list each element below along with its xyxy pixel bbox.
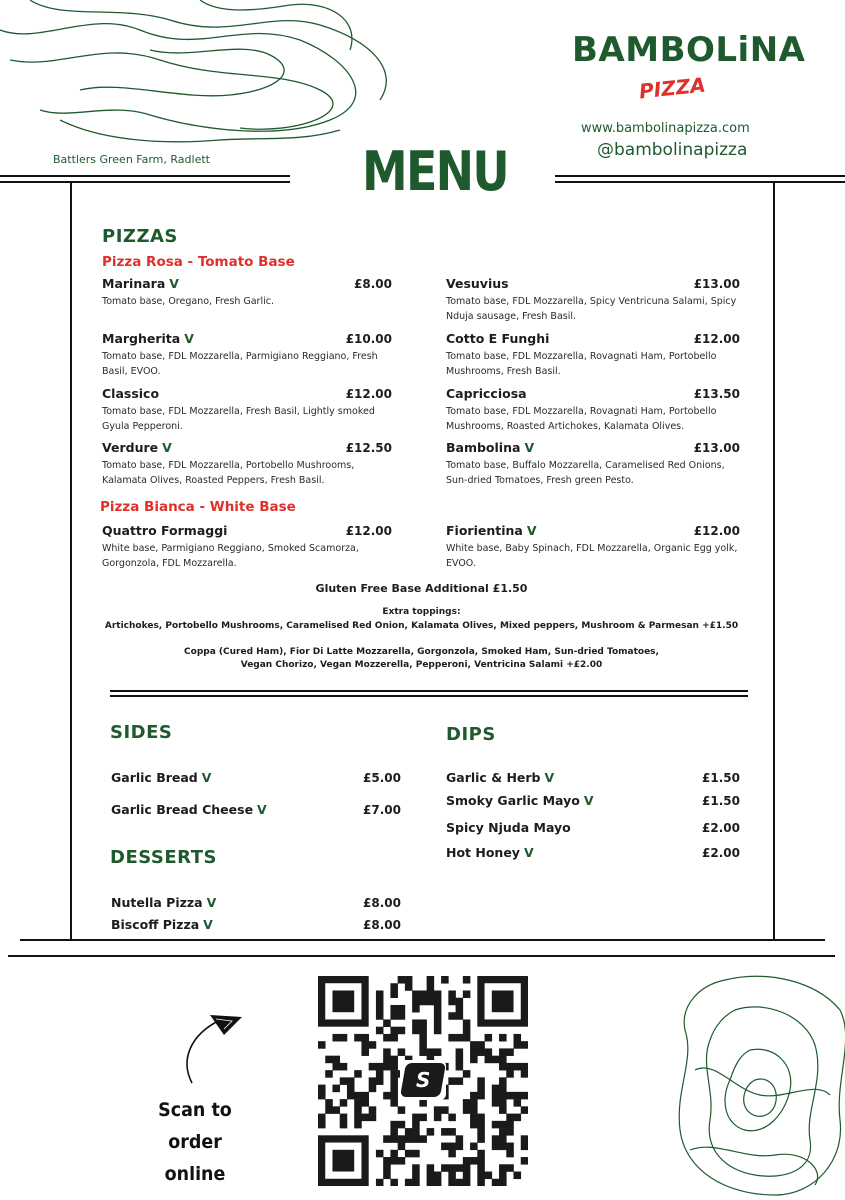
- vegetarian-badge: V: [203, 917, 213, 932]
- menu-item: [446, 523, 740, 571]
- menu-item-price: £8.00: [363, 918, 401, 932]
- extras-title: Extra toppings:: [382, 607, 461, 617]
- menu-item: [102, 386, 392, 434]
- menu-item-name: Margherita V: [102, 331, 194, 346]
- qr-logo-letter: S: [415, 1068, 431, 1092]
- qr-logo-badge: [400, 1060, 446, 1100]
- menu-item: [446, 386, 740, 434]
- menu-item-price: £12.00: [345, 524, 392, 538]
- vegetarian-badge: V: [162, 440, 172, 455]
- menu-item-name: Garlic Bread Cheese V: [111, 802, 267, 817]
- menu-item-price: £1.50: [702, 794, 740, 808]
- menu-item-description: Tomato base, Buffalo Mozzarella, Caramelised Red Onions, Sun-dried Tomatoes, Fresh green Pesto.: [446, 460, 725, 486]
- menu-item: [446, 440, 740, 488]
- menu-item-price: £13.50: [693, 387, 740, 401]
- menu-item: [446, 816, 740, 835]
- footer-rule: [8, 955, 835, 957]
- menu-item: [446, 276, 740, 324]
- header-rule-left: [0, 175, 290, 177]
- menu-item-price: £2.00: [702, 846, 740, 860]
- menu-item: [102, 523, 392, 571]
- menu-item-name: Smoky Garlic Mayo V: [446, 793, 594, 808]
- menu-item: [102, 331, 392, 379]
- menu-item-price: £12.00: [693, 524, 740, 538]
- menu-item-price: £5.00: [363, 771, 401, 785]
- menu-item-name: Hot Honey V: [446, 845, 534, 860]
- arrow-icon: [180, 1005, 250, 1085]
- menu-item-price: £2.00: [702, 821, 740, 835]
- menu-item: [111, 895, 401, 910]
- doodle-top-left-icon: [0, 0, 410, 150]
- desserts-heading: DESSERTS: [110, 847, 217, 868]
- menu-item: [446, 841, 740, 860]
- menu-item: [102, 276, 392, 309]
- vegetarian-badge: V: [544, 770, 555, 785]
- menu-item: [102, 440, 392, 488]
- menu-item-name: Verdure V: [102, 440, 172, 455]
- header-rule-left-2: [0, 181, 290, 183]
- extras-line-3: Vegan Chorizo, Vegan Mozzerella, Pepperoni, Ventricina Salami +£2.00: [240, 660, 603, 670]
- menu-item: [111, 802, 401, 817]
- brand-sub: PIZZA: [637, 72, 707, 104]
- menu-item-name: Biscoff Pizza V: [111, 917, 213, 932]
- menu-item: [446, 331, 740, 379]
- menu-item-description: Tomato base, FDL Mozzarella, Rovagnati Ham, Portobello Mushrooms, Fresh Basil.: [446, 351, 717, 377]
- vegetarian-badge: V: [206, 895, 217, 910]
- scan-to-order-text: [133, 1094, 256, 1190]
- header-rule-right: [555, 175, 845, 177]
- menu-item-price: £12.00: [345, 387, 392, 401]
- menu-item-description: Tomato base, FDL Mozzarella, Rovagnati Ham, Portobello Mushrooms, Roasted Artichokes, Kalamata Olives.: [446, 406, 717, 432]
- menu-item-price: £10.00: [345, 332, 392, 346]
- extras-line-2: Coppa (Cured Ham), Fior Di Latte Mozzarella, Gorgonzola, Smoked Ham, Sun-dried Tomatoes,: [184, 647, 659, 657]
- menu-item: [446, 793, 740, 808]
- header-rule-right-2: [555, 181, 845, 183]
- menu-item-name: Garlic Bread V: [111, 770, 212, 785]
- menu-item-name: Vesuvius: [446, 276, 509, 291]
- menu-item-name: Marinara V: [102, 276, 179, 291]
- vegetarian-badge: V: [523, 845, 534, 860]
- vegetarian-badge: V: [257, 802, 267, 817]
- location-text: Battlers Green Farm, Radlett: [53, 153, 210, 166]
- extras-line-1: Artichokes, Portobello Mushrooms, Caramelised Red Onion, Kalamata Olives, Mixed peppers, Mushroom & Parmesan +£1.50: [104, 621, 739, 631]
- menu-item-description: White base, Baby Spinach, FDL Mozzarella, Organic Egg yolk, EVOO.: [446, 543, 738, 569]
- menu-item: [111, 917, 401, 932]
- sides-heading: SIDES: [110, 722, 173, 743]
- frame-left: [70, 182, 72, 939]
- mid-rule-2: [110, 695, 748, 697]
- menu-item-name: Bambolina V: [446, 440, 535, 455]
- doodle-bottom-right-icon: [665, 970, 845, 1200]
- mid-rule-1: [110, 690, 748, 692]
- menu-item-name: Nutella Pizza V: [111, 895, 217, 910]
- menu-item-name: Spicy Njuda Mayo: [446, 820, 571, 835]
- frame-bottom: [20, 939, 825, 941]
- menu-item-description: Tomato base, FDL Mozzarella, Portobello Mushrooms, Kalamata Olives, Roasted Peppers, Fresh Basil.: [102, 460, 355, 486]
- menu-item-price: £1.50: [702, 771, 740, 785]
- menu-item-price: £12.00: [693, 332, 740, 346]
- menu-item-price: £8.00: [363, 896, 401, 910]
- menu-item-description: Tomato base, FDL Mozzarella, Fresh Basil, Lightly smoked Gyula Pepperoni.: [102, 406, 375, 432]
- qr-code-icon[interactable]: [318, 976, 528, 1186]
- menu-item-price: £7.00: [363, 803, 401, 817]
- menu-item-description: Tomato base, Oregano, Fresh Garlic.: [102, 296, 274, 307]
- menu-item-name: Fiorientina V: [446, 523, 537, 538]
- frame-right: [773, 182, 775, 939]
- menu-item-description: Tomato base, FDL Mozzarella, Parmigiano Reggiano, Fresh Basil, EVOO.: [102, 351, 378, 377]
- vegetarian-badge: V: [524, 440, 535, 455]
- vegetarian-badge: V: [583, 793, 594, 808]
- gluten-free-note: Gluten Free Base Additional £1.50: [315, 582, 528, 595]
- website-link[interactable]: www.bambolinapizza.com: [581, 121, 750, 136]
- menu-item-price: £12.50: [345, 441, 392, 455]
- brand-name: BAMBOLiNA: [572, 30, 806, 70]
- menu-item-name: Quattro Formaggi: [102, 523, 228, 538]
- menu-item-name: Capricciosa: [446, 386, 527, 401]
- menu-item-price: £8.00: [354, 277, 392, 291]
- dips-heading: DIPS: [446, 724, 496, 745]
- vegetarian-badge: V: [169, 276, 179, 291]
- vegetarian-badge: V: [526, 523, 537, 538]
- menu-item-name: Garlic & Herb V: [446, 770, 555, 785]
- scan-line-2: online: [164, 1163, 226, 1185]
- social-handle[interactable]: @bambolinapizza: [597, 140, 748, 160]
- menu-item-name: Classico: [102, 386, 160, 401]
- menu-item: [111, 770, 401, 785]
- menu-item-description: Tomato base, FDL Mozzarella, Spicy Ventricuna Salami, Spicy Nduja sausage, Fresh Basil.: [446, 296, 737, 322]
- menu-title: MENU: [362, 140, 508, 203]
- menu-item-description: White base, Parmigiano Reggiano, Smoked Scamorza, Gorgonzola, FDL Mozzarella.: [102, 543, 359, 569]
- rosa-heading: Pizza Rosa - Tomato Base: [102, 254, 295, 270]
- pizzas-heading: PIZZAS: [102, 226, 178, 247]
- menu-item-price: £13.00: [693, 441, 740, 455]
- vegetarian-badge: V: [201, 770, 212, 785]
- menu-item-name: Cotto E Funghi: [446, 331, 550, 346]
- bianca-heading: Pizza Bianca - White Base: [100, 499, 296, 515]
- vegetarian-badge: V: [184, 331, 194, 346]
- menu-item-price: £13.00: [693, 277, 740, 291]
- scan-line-1: Scan to order: [158, 1099, 232, 1153]
- menu-item: [446, 770, 740, 785]
